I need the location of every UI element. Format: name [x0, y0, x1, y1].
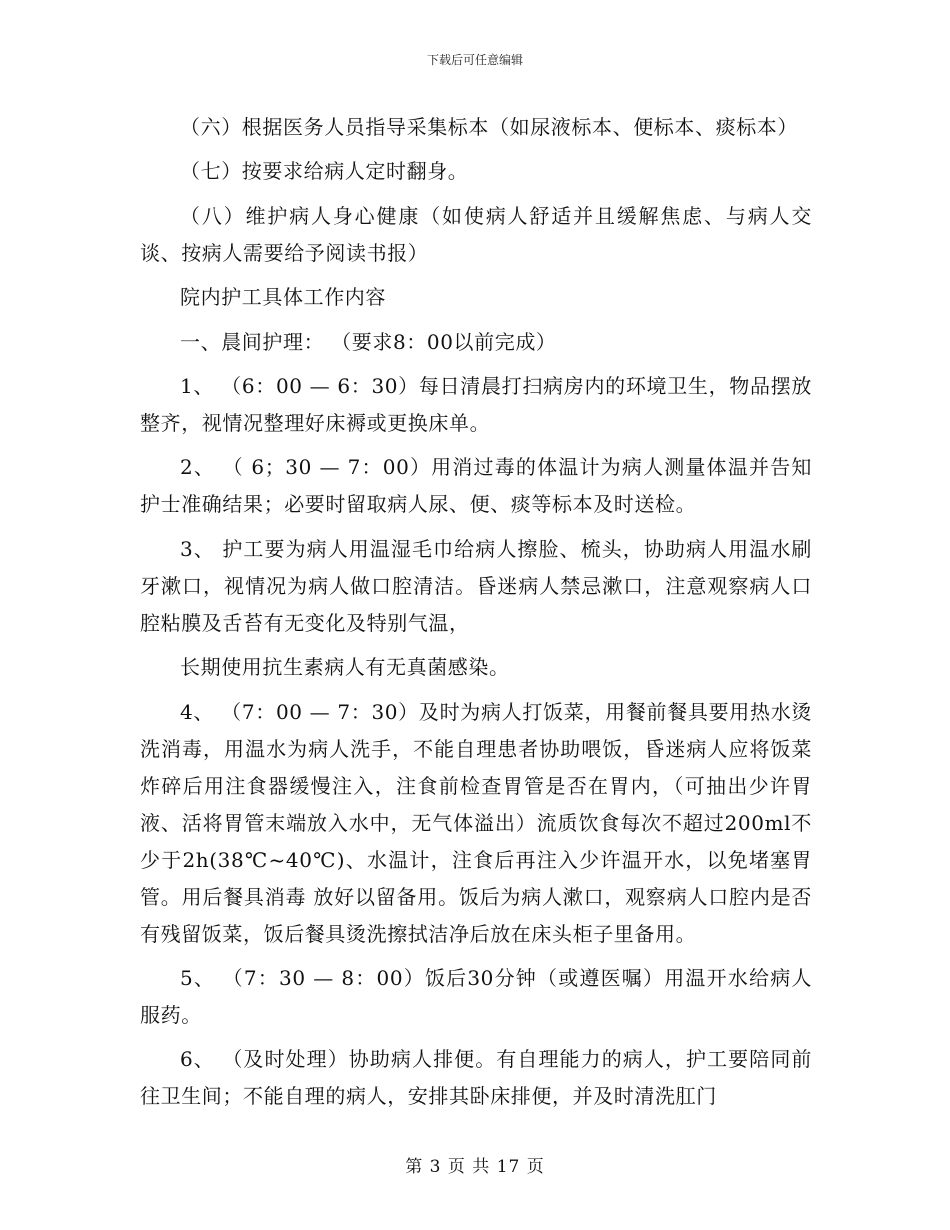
subsection-heading-morning-care: 一、晨间护理： （要求8：00以前完成）	[180, 329, 557, 354]
paragraph-item-7: （七）按要求给病人定时翻身。	[180, 159, 469, 184]
step-1: 1、 （6：00 — 6：30）每日清晨打扫病房内的环境卫生，物品摆放整齐，视情况整理好床褥或更换床单。	[140, 373, 812, 435]
page-number-footer: 第 3 页 共 17 页	[405, 1157, 545, 1177]
step-6: 6、 （及时处理）协助病人排便。有自理能力的病人，护工要陪同前往卫生间；不能自理的病人，安排其卧床排便，并及时清洗肛门	[140, 1047, 812, 1109]
step-5: 5、 （7：30 — 8：00）饭后30分钟（或遵医嘱）用温开水给病人服药。	[140, 965, 812, 1027]
document-body	[140, 109, 812, 1123]
step-4: 4、 （7：00 — 7：30）及时为病人打饭菜，用餐前餐具要用热水烫洗消毒，用温水为病人洗手，不能自理患者协助喂饭，昏迷病人应将饭菜炸碎后用注食器缓慢注入，注食前检查胃管是否在胃内，（可抽出少许胃液、活将胃管末端放入水中，无气体溢出）流质饮食每次不超过200ml不少于2h(38℃~40℃)、水温计，注食后再注入少许温开水，以免堵塞胃管。用后餐具消毒 放好以留备用。饭后为病人漱口，观察病人口腔内是否有残留饭菜，饭后餐具烫洗擦拭洁净后放在床头柜子里备用。	[140, 699, 812, 946]
step-3-continued: 长期使用抗生素病人有无真菌感染。	[180, 655, 510, 680]
page-header: 下载后可任意编辑	[426, 53, 523, 67]
step-2: 2、 （ 6；30 — 7：00）用消过毒的体温计为病人测量体温并告知护士准确结果；必要时留取病人尿、便、痰等标本及时送检。	[140, 455, 812, 517]
paragraph-item-8: （八）维护病人身心健康（如使病人舒适并且缓解焦虑、与病人交谈、按病人需要给予阅读书报）	[140, 203, 812, 265]
step-3: 3、 护工要为病人用温湿毛巾给病人擦脸、梳头，协助病人用温水刷牙漱口，视情况为病人做口腔清洁。昏迷病人禁忌漱口，注意观察病人口腔粘膜及舌苔有无变化及特别气温，	[140, 536, 812, 635]
paragraph-item-6: （六）根据医务人员指导采集标本（如尿液标本、便标本、痰标本）	[180, 115, 798, 139]
section-heading: 院内护工具体工作内容	[180, 285, 386, 310]
